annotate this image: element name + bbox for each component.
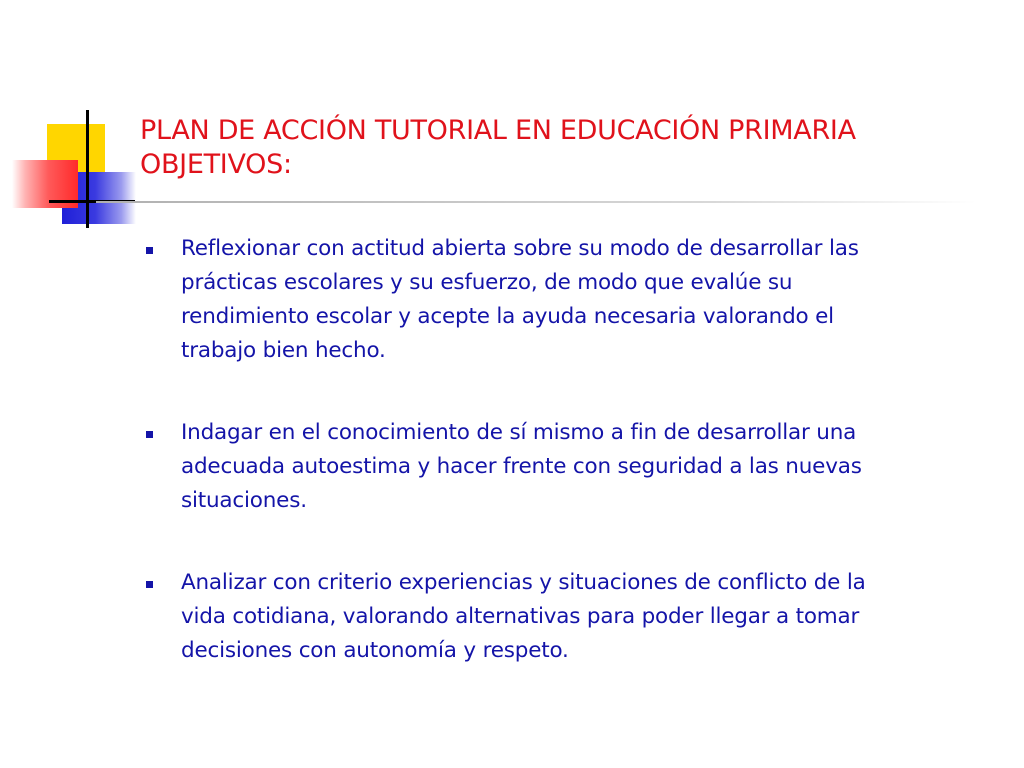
bullet-1-line-3: rendimiento escolar y acepte la ayuda necesaria valorando el [181, 304, 834, 329]
title-line-2: OBJETIVOS: [140, 149, 292, 180]
bullet-3-line-3: decisiones con autonomía y respeto. [181, 638, 569, 663]
bullet-item-3 [146, 566, 996, 668]
title-underline [96, 201, 976, 203]
square-bullet-icon [146, 431, 153, 438]
square-bullet-icon [146, 247, 153, 254]
vertical-rule [86, 110, 89, 228]
bullet-item-1 [146, 232, 996, 368]
bullet-2-line-1: Indagar en el conocimiento de sí mismo a fin de desarrollar una [181, 420, 857, 445]
bullet-item-2 [146, 416, 996, 518]
square-bullet-icon [146, 581, 153, 588]
bullet-2-line-3: situaciones. [181, 488, 307, 513]
bullet-1-line-2: prácticas escolares y su esfuerzo, de modo que evalúe su [181, 270, 793, 295]
bullet-2-line-2: adecuada autoestima y hacer frente con seguridad a las nuevas [181, 454, 862, 479]
title-line-1: PLAN DE ACCIÓN TUTORIAL EN EDUCACIÓN PRIMARIA [140, 115, 856, 146]
bullet-1-line-4: trabajo bien hecho. [181, 338, 386, 363]
color-blocks-logo-icon [0, 0, 150, 240]
bullet-list [146, 232, 996, 668]
bullet-3-line-2: vida cotidiana, valorando alternativas para poder llegar a tomar [181, 604, 860, 629]
slide-title [140, 114, 1000, 182]
bullet-1-line-1: Reflexionar con actitud abierta sobre su modo de desarrollar las [181, 236, 859, 261]
bullet-3-line-1: Analizar con criterio experiencias y situaciones de conflicto de la [181, 570, 866, 595]
